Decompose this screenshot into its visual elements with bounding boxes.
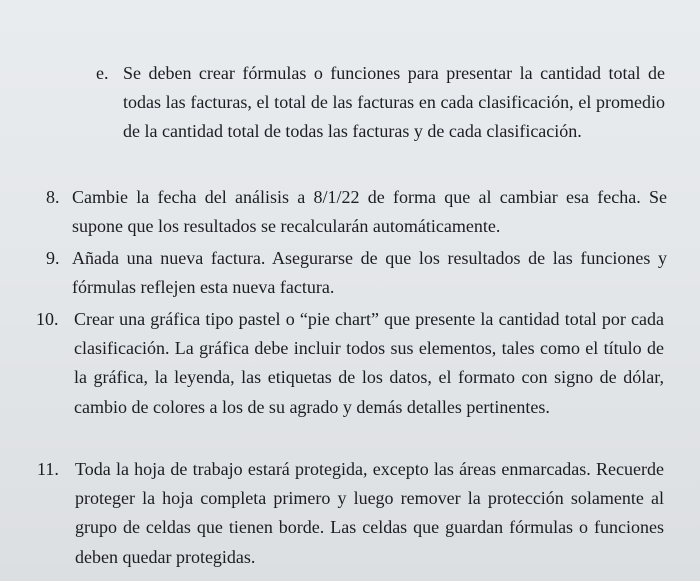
list-marker: 10. <box>36 309 59 329</box>
list-item-8: Cambie la fecha del análisis a 8/1/22 de forma que al cambiar esa fecha. Se supone que los resultados se recalcularán automáticamente. <box>72 187 667 237</box>
list-marker: 8. <box>46 187 60 207</box>
list-item-10: Crear una gráfica tipo pastel o “pie chart” que presente la cantidad total por cada clasificación. La gráfica debe incluir todos sus elementos, tales como el título de la gráfica, la leyenda, las etiquetas de los datos, el formato con signo de dólar, cambio de colores a los de su agrado y demás detalles pertinentes. <box>74 309 664 417</box>
list-item-9: Añada una nueva factura. Asegurarse de que los resultados de las funciones y fórmulas reflejen esta nueva factura. <box>72 248 667 298</box>
list-marker: e. <box>96 63 109 83</box>
list-marker: 11. <box>37 459 59 479</box>
list-marker: 9. <box>46 248 60 268</box>
list-item-11: Toda la hoja de trabajo estará protegida, excepto las áreas enmarcadas. Recuerde proteger la hoja completa primero y luego remover la protección solamente al grupo de celdas que tienen borde. Las celdas que guardan fórmulas o funciones deben quedar protegidas. <box>75 459 664 567</box>
list-item-e: Se deben crear fórmulas o funciones para presentar la cantidad total de todas las facturas, el total de las facturas en cada clasificación, el promedio de la cantidad total de todas las facturas y de cada clasificación. <box>123 63 665 142</box>
